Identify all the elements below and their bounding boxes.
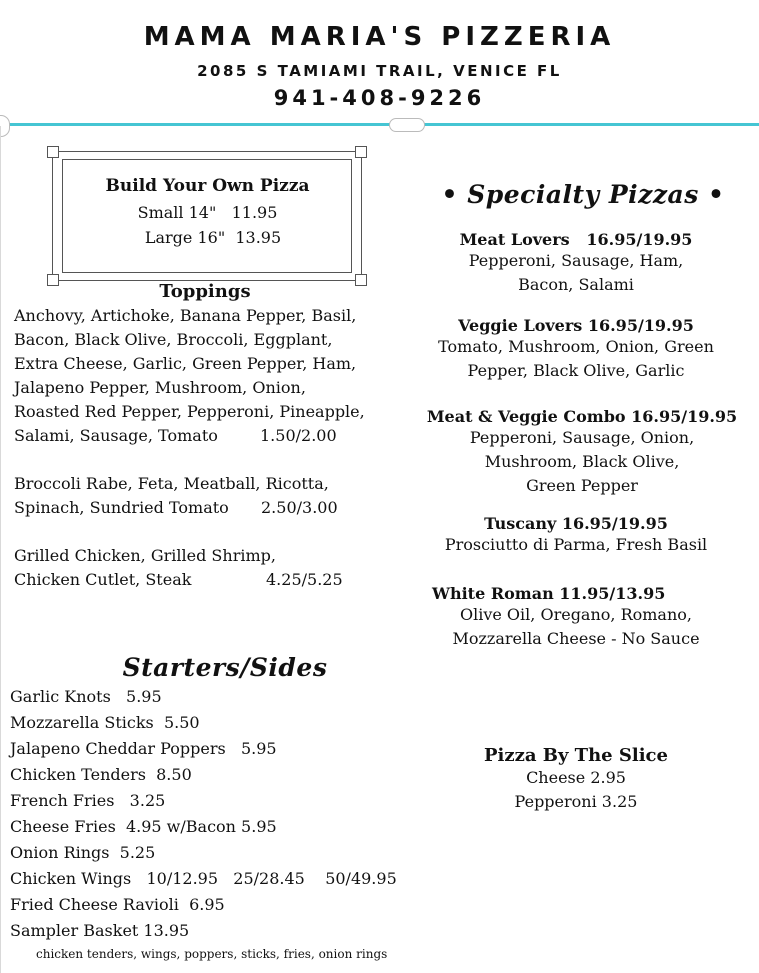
- toppings-title: Toppings: [159, 281, 251, 302]
- pizza-desc: Tomato, Mushroom, Onion, Green: [438, 337, 714, 356]
- toppings-group-3: [14, 544, 414, 592]
- specialty-pizza: [422, 407, 742, 498]
- starters-title: Starters/Sides: [122, 653, 328, 682]
- restaurant-address: 2085 S TAMIAMI TRAIL, VENICE FL: [197, 62, 562, 80]
- slice-title: Pizza By The Slice: [484, 745, 668, 766]
- byo-small: Small 14" 11.95: [137, 203, 278, 222]
- topping-line: Extra Cheese, Garlic, Green Pepper, Ham,: [14, 354, 357, 373]
- pizza-desc: Prosciutto di Parma, Fresh Basil: [444, 535, 708, 554]
- restaurant-name: MAMA MARIA'S PIZZERIA: [143, 22, 616, 52]
- slice-item: Cheese 2.95: [526, 768, 626, 787]
- side-handle[interactable]: [0, 115, 10, 137]
- specialty-pizza: [426, 316, 726, 383]
- starter-item: Fried Cheese Ravioli 6.95: [10, 895, 225, 914]
- slice-section: [426, 745, 726, 814]
- toppings-group-1: [14, 304, 414, 448]
- topping-line: Anchovy, Artichoke, Banana Pepper, Basil,: [14, 306, 357, 325]
- topping-line: Broccoli Rabe, Feta, Meatball, Ricotta,: [14, 474, 329, 493]
- pizza-name: Meat & Veggie Combo 16.95/19.95: [426, 407, 738, 426]
- specialty-pizza: [426, 514, 726, 557]
- specialty-pizza: [432, 584, 732, 651]
- header-divider: [0, 123, 759, 126]
- pizza-name: Meat Lovers 16.95/19.95: [459, 230, 693, 249]
- byo-large: Large 16" 13.95: [144, 228, 282, 247]
- topping-price-1: 1.50/2.00: [260, 426, 337, 445]
- starter-item: Sampler Basket 13.95: [10, 921, 190, 940]
- topping-line: Grilled Chicken, Grilled Shrimp,: [14, 546, 276, 565]
- toppings-group-2: [14, 472, 414, 520]
- pizza-desc: Green Pepper: [526, 476, 638, 495]
- pizza-name: Veggie Lovers 16.95/19.95: [458, 316, 694, 335]
- pizza-desc: Pepperoni, Sausage, Ham,: [468, 251, 684, 270]
- pizza-desc: Olive Oil, Oregano, Romano,: [459, 605, 692, 624]
- restaurant-phone: 941-408-9226: [273, 86, 486, 110]
- pizza-name: White Roman 11.95/13.95: [432, 584, 666, 603]
- pizza-desc: Pepperoni, Sausage, Onion,: [469, 428, 695, 447]
- starter-item: Onion Rings 5.25: [10, 843, 156, 862]
- starter-item: French Fries 3.25: [10, 791, 166, 810]
- starter-item: Cheese Fries 4.95 w/Bacon 5.95: [10, 817, 277, 836]
- starter-item: Garlic Knots 5.95: [10, 687, 162, 706]
- specialty-pizza: [426, 230, 726, 297]
- slice-item: Pepperoni 3.25: [514, 792, 638, 811]
- topping-line: Bacon, Black Olive, Broccoli, Eggplant,: [14, 330, 333, 349]
- page-edge: [0, 126, 1, 973]
- resize-handle[interactable]: [389, 118, 425, 132]
- topping-line: Roasted Red Pepper, Pepperoni, Pineapple,: [14, 402, 365, 421]
- topping-price-2: 2.50/3.00: [261, 498, 338, 517]
- sampler-note: chicken tenders, wings, poppers, sticks, fries, onion rings: [36, 947, 388, 961]
- starter-item: Jalapeno Cheddar Poppers 5.95: [10, 739, 277, 758]
- topping-price-3: 4.25/5.25: [266, 570, 343, 589]
- pizza-name: Tuscany 16.95/19.95: [484, 514, 668, 533]
- topping-line: Jalapeno Pepper, Mushroom, Onion,: [14, 378, 306, 397]
- pizza-desc: Mozzarella Cheese - No Sauce: [452, 629, 700, 648]
- starter-item: Chicken Tenders 8.50: [10, 765, 192, 784]
- pizza-desc: Bacon, Salami: [518, 275, 634, 294]
- specialty-title: • Specialty Pizzas •: [441, 180, 725, 209]
- topping-line: Salami, Sausage, Tomato: [14, 426, 218, 445]
- pizza-desc: Pepper, Black Olive, Garlic: [467, 361, 685, 380]
- byo-title: Build Your Own Pizza: [105, 176, 310, 196]
- topping-line: Spinach, Sundried Tomato: [14, 498, 229, 517]
- starter-item: Chicken Wings 10/12.95 25/28.45 50/49.95: [10, 869, 397, 888]
- topping-line: Chicken Cutlet, Steak: [14, 570, 192, 589]
- pizza-desc: Mushroom, Black Olive,: [484, 452, 680, 471]
- starter-item: Mozzarella Sticks 5.50: [10, 713, 200, 732]
